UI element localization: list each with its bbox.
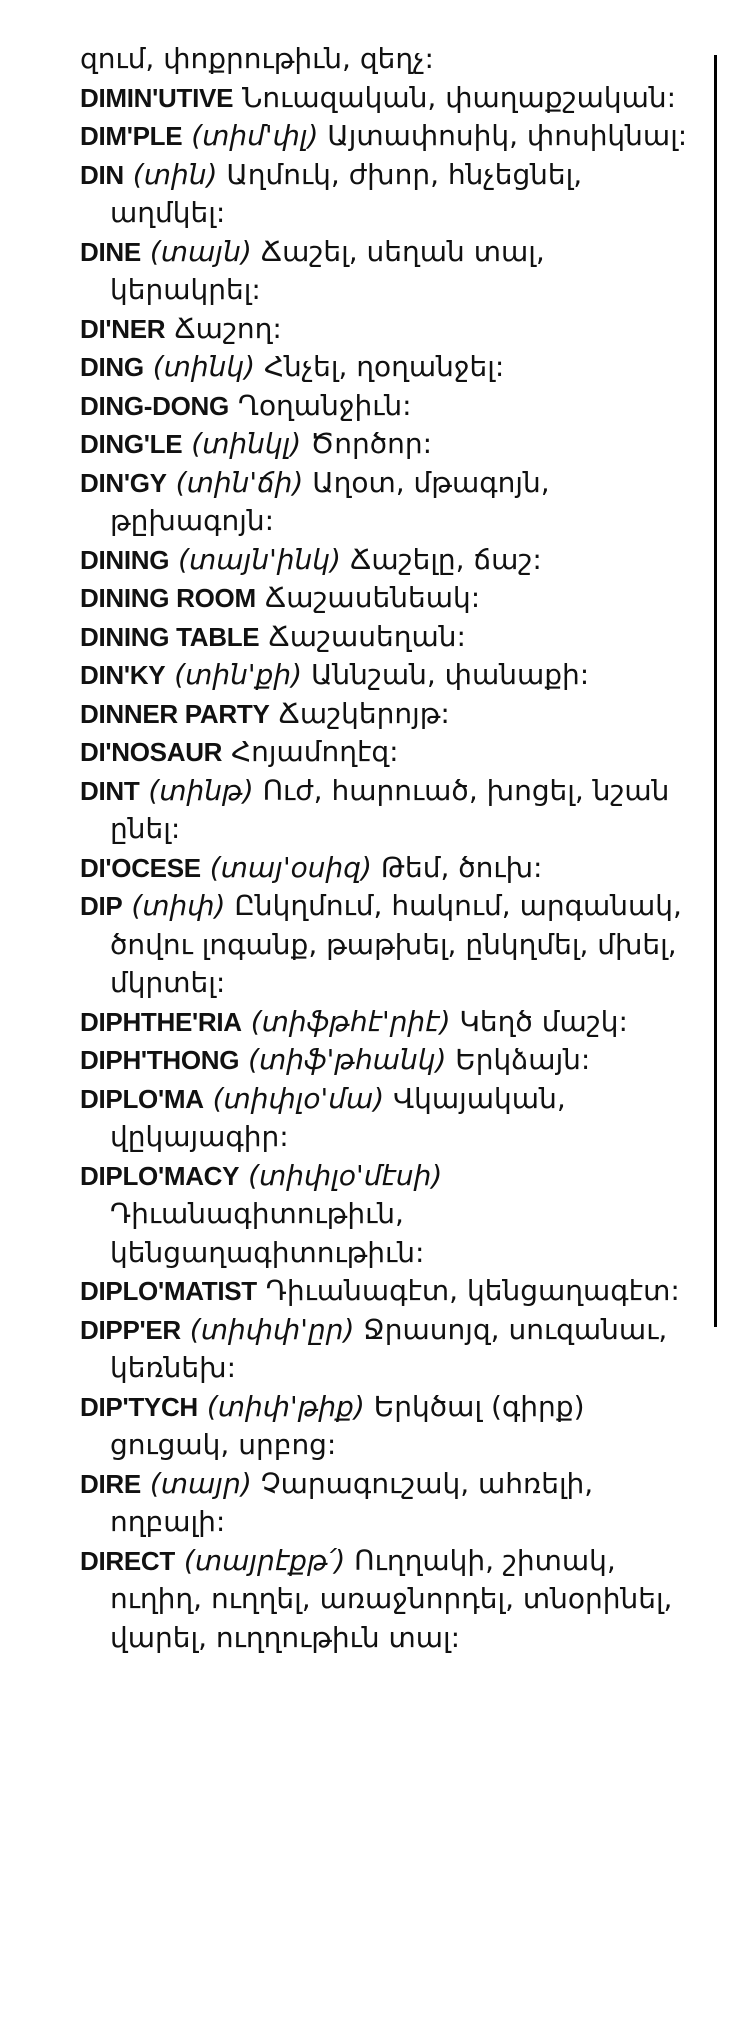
entry-definition: Ճաշելը, ճաշ: xyxy=(349,542,542,576)
entry-definition: Ճաշող: xyxy=(174,311,282,345)
entry-definition: Ուժ, հարուած, խոցել, նշան ընել: xyxy=(110,773,670,845)
dictionary-entry xyxy=(80,579,695,618)
entry-definition: Աղօտ, մթագոյն, թըխագոյն: xyxy=(110,465,550,537)
dictionary-entry xyxy=(80,1003,695,1042)
dictionary-entry xyxy=(80,1465,695,1542)
entry-definition: Այտափոսիկ, փոսիկնալ: xyxy=(327,119,688,152)
entry-pronunciation: (տինկլ) xyxy=(191,427,302,460)
entry-pronunciation: (տիմ'փլ) xyxy=(191,119,319,152)
entry-headword: DIRE xyxy=(80,1468,141,1499)
entry-headword: DIM'PLE xyxy=(80,121,183,151)
entry-headword: DIPP'ER xyxy=(80,1314,181,1345)
entry-definition: Երկձայն: xyxy=(455,1043,591,1076)
entry-definition: Հնչել, ղօղանջել: xyxy=(263,350,505,383)
entry-pronunciation: (տին) xyxy=(132,157,218,191)
entry-pronunciation: (տիֆ'թհանկ) xyxy=(248,1043,447,1076)
continuation-text: զում, փոքրութիւն, զեղչ: xyxy=(80,42,434,75)
entry-pronunciation: (տիֆթհէ'րիէ) xyxy=(250,1004,451,1038)
entry-pronunciation: (տիփփ'ըր) xyxy=(189,1312,355,1346)
entry-definition: Ծործոր: xyxy=(310,427,433,460)
entry-pronunciation: (տին'ճի) xyxy=(175,465,304,499)
dictionary-entry xyxy=(80,733,695,772)
dictionary-entry xyxy=(80,464,695,541)
entry-headword: DIN'KY xyxy=(80,660,166,690)
entry-headword: DIPHTHE'RIA xyxy=(80,1006,242,1037)
entry-headword: DIMIN'UTIVE xyxy=(80,82,234,113)
dictionary-entry xyxy=(80,1388,695,1465)
entry-pronunciation: (տայն'ինկ) xyxy=(178,542,341,576)
entry-headword: DIN xyxy=(80,159,124,190)
dictionary-entry xyxy=(80,156,695,233)
entry-headword: DIPLO'MACY xyxy=(80,1160,240,1191)
entry-headword: DINE xyxy=(80,236,141,267)
entry-headword: DINING TABLE xyxy=(80,621,260,652)
entry-pronunciation: (տիփ) xyxy=(131,889,226,922)
entry-headword: DI'OCESE xyxy=(80,852,201,883)
entry-headword: DI'NOSAUR xyxy=(80,737,223,767)
dictionary-entry xyxy=(80,1080,695,1157)
entry-headword: DINNER PARTY xyxy=(80,698,270,729)
entry-definition: Ընկղմում, հակում, արգանակ, ծովու լոգանք, թաթխել, ընկղմել, մխել, մկրտել: xyxy=(110,889,682,999)
dictionary-entry xyxy=(80,79,695,118)
entry-headword: DING xyxy=(80,352,144,382)
entry-pronunciation: (տին'քի) xyxy=(174,658,303,691)
dictionary-entry xyxy=(80,695,695,734)
entry-pronunciation: (տիփլօ'մէսի) xyxy=(248,1158,443,1192)
entry-pronunciation: (տայրէքթ՛) xyxy=(183,1543,346,1577)
entry-headword: DIP'TYCH xyxy=(80,1391,198,1422)
entry-pronunciation: (տայն) xyxy=(149,234,252,268)
entry-definition: Ճաշասենեակ: xyxy=(264,581,481,614)
dictionary-entry xyxy=(80,1157,695,1273)
entry-headword: DIP xyxy=(80,891,123,921)
entry-pronunciation: (տիփլօ'մա) xyxy=(212,1081,385,1115)
entry-definition: Դիւանագէտ, կենցաղագէտ: xyxy=(265,1274,680,1307)
dictionary-entry xyxy=(80,656,695,695)
entry-pronunciation: (տայր) xyxy=(149,1466,252,1500)
entry-definition: Թեմ, ծուխ: xyxy=(380,850,543,884)
dictionary-entry xyxy=(80,1041,695,1080)
dictionary-entry xyxy=(80,1272,695,1311)
dictionary-entry xyxy=(80,310,695,349)
entry-list xyxy=(80,40,695,1657)
entry-definition: Երկծալ (գիրք) ցուցակ, սրբոց: xyxy=(110,1389,585,1461)
dictionary-entry xyxy=(80,117,695,156)
entry-headword: DING'LE xyxy=(80,429,183,459)
entry-headword: DIPLO'MA xyxy=(80,1083,204,1114)
entry-headword: DING-DONG xyxy=(80,390,229,421)
entry-definition: Ճաշասեղան: xyxy=(268,619,466,653)
dictionary-entry xyxy=(80,1542,695,1658)
entry-headword: DIPLO'MATIST xyxy=(80,1276,257,1306)
entry-definition: Նուազական, փաղաքշական: xyxy=(242,80,677,114)
entry-headword: DINT xyxy=(80,775,140,806)
dictionary-entry xyxy=(80,849,695,888)
entry-pronunciation: (տայ'օսիզ) xyxy=(209,850,372,884)
entry-definition: Աղմուկ, ժխոր, հնչեցնել, աղմկել: xyxy=(110,157,583,229)
entry-definition: Ճաշել, սեղան տալ, կերակրել: xyxy=(110,234,545,306)
entry-headword: DIRECT xyxy=(80,1545,175,1576)
entry-definition: Կեղծ մաշկ: xyxy=(459,1004,628,1038)
dictionary-entry xyxy=(80,772,695,849)
entry-definition: Չարագուշակ, ահռելի, ողբալի: xyxy=(110,1466,594,1538)
entry-definition: Ջրասոյզ, սուզանաւ, կեռնեխ: xyxy=(110,1312,668,1384)
dictionary-entry xyxy=(80,348,695,387)
entry-pronunciation: (տինկ) xyxy=(152,350,256,383)
entry-headword: DINING xyxy=(80,544,170,575)
entry-headword: DINING ROOM xyxy=(80,583,256,613)
entry-definition: Աննշան, փանաքի: xyxy=(310,658,590,691)
dictionary-entry xyxy=(80,1311,695,1388)
entry-definition: Ճաշկերոյթ: xyxy=(278,696,450,730)
entry-definition: Վկայական, վըկայագիր: xyxy=(110,1081,566,1153)
entry-headword: DIN'GY xyxy=(80,467,167,498)
entry-definition: Դիւանագիտութիւն, կենցաղագիտութիւն: xyxy=(110,1197,425,1269)
dictionary-entry xyxy=(80,618,695,657)
dictionary-entry xyxy=(80,387,695,426)
entry-pronunciation: (տինթ) xyxy=(148,773,254,807)
entry-headword: DI'NER xyxy=(80,313,166,344)
entry-headword: DIPH'THONG xyxy=(80,1045,240,1075)
dictionary-entry xyxy=(80,541,695,580)
dictionary-entry xyxy=(80,887,695,1003)
column-rule xyxy=(714,55,717,1327)
dictionary-entry xyxy=(80,233,695,310)
dictionary-entry xyxy=(80,425,695,464)
entry-definition: Ուղղակի, շիտակ, ուղիղ, ուղղել, առաջնորդել, տնօրինել, վարել, ուղղութիւն տալ: xyxy=(110,1543,673,1654)
entry-definition: Հոյամողէզ: xyxy=(231,735,399,768)
entries xyxy=(80,79,695,1658)
entry-definition: Ղօղանջիւն: xyxy=(237,388,412,422)
entry-pronunciation: (տիփ'թիք) xyxy=(206,1389,365,1423)
